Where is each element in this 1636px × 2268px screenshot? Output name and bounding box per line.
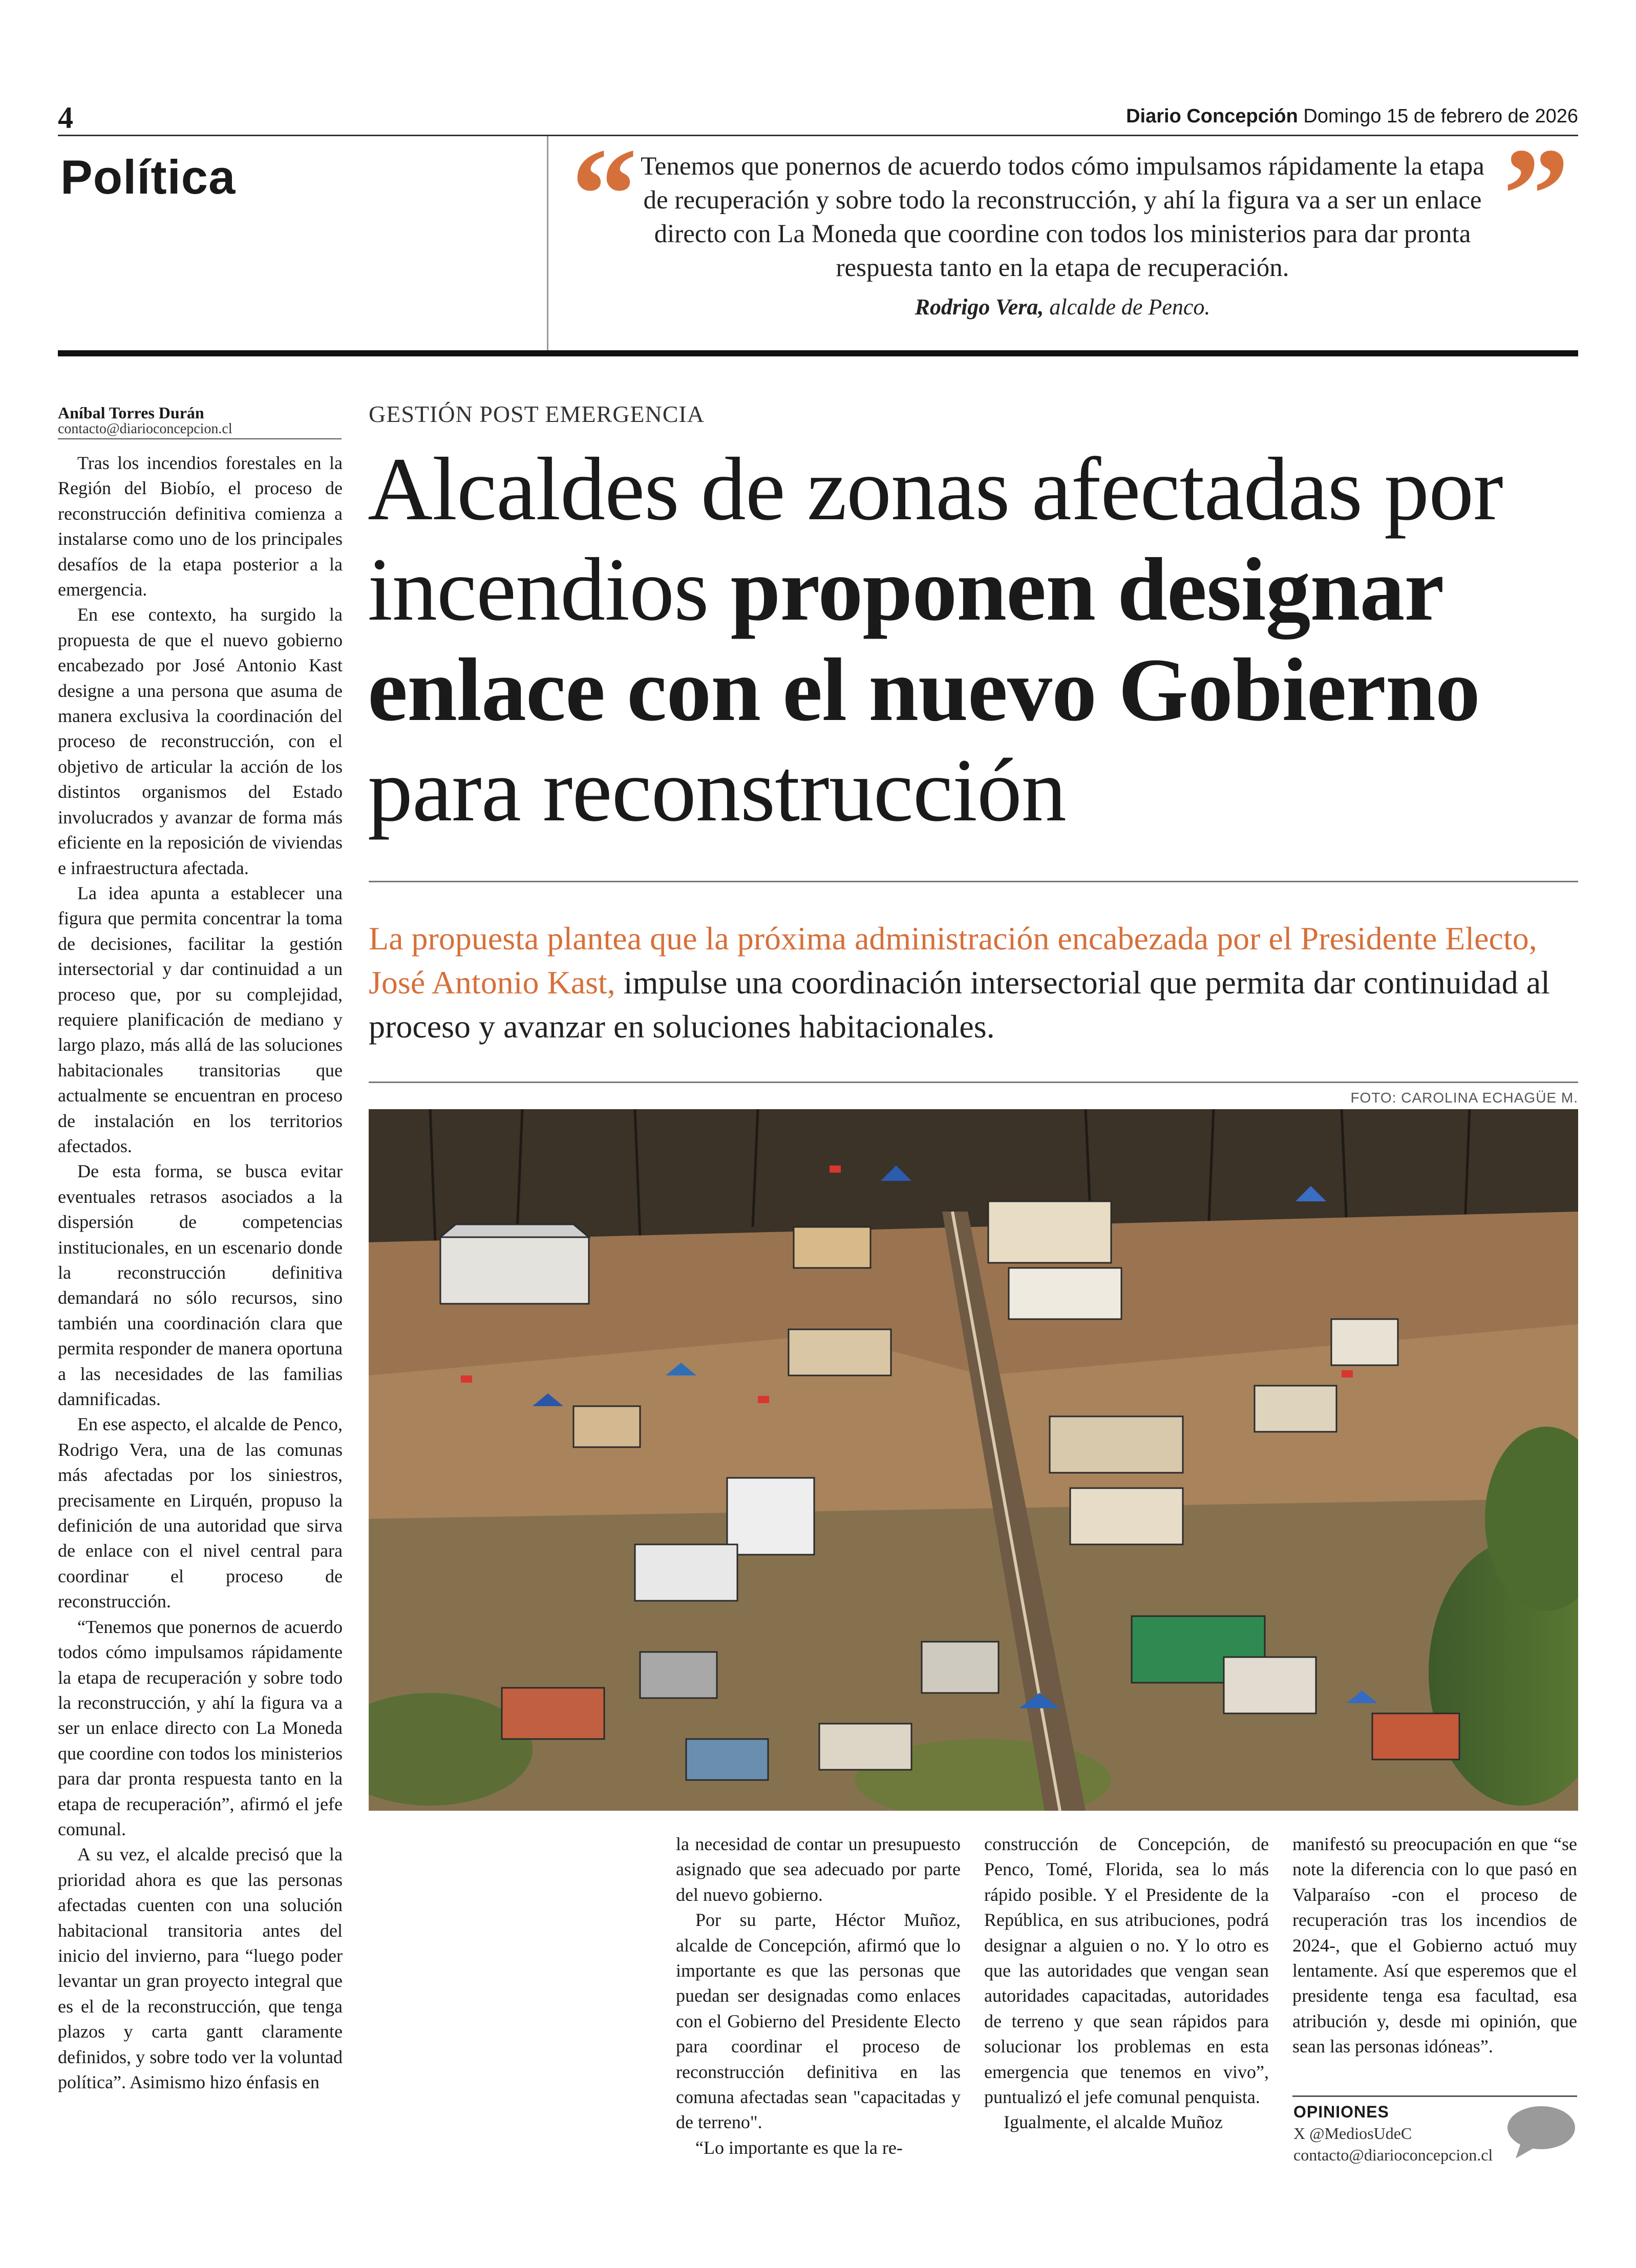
body-column-1 bbox=[58, 451, 343, 2095]
headline-light: Alcaldes de zonas afectadas por incendios bbox=[368, 439, 1503, 640]
header-divider bbox=[547, 136, 548, 351]
pull-quote-attribution bbox=[638, 294, 1488, 320]
paragraph: La idea apunta a establecer una figura que permita concentrar la toma de decisiones, facilitar la gestión intersectorial y dar continuidad a un proceso que, por su complejidad, requiere planificación de mediano y largo plazo, más allá de las soluciones habitacionales transitorias que actualmente se encuentran en proceso de instalación en los territorios afectados. bbox=[58, 882, 343, 1156]
deck-rule bbox=[369, 1082, 1578, 1083]
pull-quote-author: Rodrigo Vera, bbox=[915, 294, 1044, 320]
paragraph: Tras los incendios forestales en la Región del Biobío, el proceso de reconstrucción definitiva comienza a instalarse como uno de los principales desafíos de la etapa posterior a la emergencia. bbox=[58, 453, 343, 600]
opiniones-x-handle[interactable]: X @MediosUdeC bbox=[1293, 2124, 1412, 2143]
quote-open-icon: “ bbox=[571, 121, 638, 268]
byline-name: Aníbal Torres Durán bbox=[58, 404, 204, 422]
paragraph: De esta forma, se busca evitar eventuales retrasos asociados a la dispersión de competencias institucionales, en un escenario donde la reconstrucción definitiva demandará no sólo recursos, sino también una coordinación clara que permita responder de manera oportuna a las necesidades de las familias damnificadas. bbox=[58, 1161, 343, 1410]
opiniones-title: OPINIONES bbox=[1293, 2103, 1389, 2121]
publication-name: Diario Concepción bbox=[1126, 105, 1298, 127]
paragraph: En ese contexto, ha surgido la propuesta de que el nuevo gobierno encabezado por José Antonio Kast designe a una persona que asuma de manera exclusiva la coordinación del proceso de reconstrucción, con el objetivo de articular la acción de los distintos organismos del Estado involucrados y avanzar de forma más eficiente en la reposición de viviendas e infraestructura afectada. bbox=[58, 604, 343, 878]
body-column-4 bbox=[1292, 1832, 1577, 2060]
section-title: Política bbox=[60, 150, 236, 204]
paragraph: A su vez, el alcalde precisó que la prioridad ahora es que las personas afectadas cuenten con una solución habitacional transitoria antes del inicio del invierno, para “luego poder levantar un gran proyecto integral que es el de la reconstrucción, que tenga plazos y carta gantt claramente definidos, y sobre todo ver la voluntad política”. Asimismo hizo énfasis en bbox=[58, 1844, 343, 2092]
body-column-2 bbox=[676, 1832, 961, 2160]
paragraph: Por su parte, Héctor Muñoz, alcalde de Concepción, afirmó que lo importante es que las personas que puedan ser designadas como enlaces con el Gobierno del Presidente Electo para coordinar el proceso de reconstrucción definitiva en las comuna afectadas sean "capacitadas y de terreno". bbox=[676, 1910, 961, 2133]
paragraph: Igualmente, el alcalde Muñoz bbox=[1004, 2112, 1223, 2133]
headline bbox=[368, 439, 1586, 841]
publication-date: Domingo 15 de febrero de 2026 bbox=[1303, 105, 1578, 127]
paragraph: En ese aspecto, el alcalde de Penco, Rodrigo Vera, una de las comunas más afectadas por los siniestros, precisamente en Lirquén, propuso la definición de una autoridad que sirva de enlace con el nivel central para coordinar el proceso de reconstrucción. bbox=[58, 1414, 343, 1612]
header-thick-rule bbox=[58, 350, 1578, 356]
opiniones-rule bbox=[1292, 2095, 1577, 2097]
top-rule bbox=[58, 135, 1578, 136]
pull-quote-role: alcalde de Penco. bbox=[1049, 294, 1210, 320]
opiniones-email[interactable]: contacto@diarioconcepcion.cl bbox=[1293, 2146, 1493, 2164]
byline-rule bbox=[58, 438, 342, 439]
deck bbox=[369, 917, 1587, 1049]
kicker: GESTIÓN POST EMERGENCIA bbox=[369, 401, 705, 427]
paragraph: “Tenemos que ponernos de acuerdo todos cómo impulsamos rápidamente la etapa de recuperación y sobre todo la reconstrucción, y ahí la figura va a ser un enlace directo con La Moneda que coordine con todos los ministerios para dar pronta respuesta tanto en la etapa de recuperación”, afirmó el jefe comunal. bbox=[58, 1616, 343, 1839]
paragraph-continued: construcción de Concepción, de Penco, Tomé, Florida, sea lo más rápido posible. Y el Presidente de la República, en sus atribuciones, podrá designar a alguien o no. Y lo otro es que las autoridades que vengan sean autoridades capacitadas, autoridades de terreno y que sean rápidos para solucionar los problemas en esta emergencia que tenemos en vivo”, puntualizó el jefe comunal penquista. bbox=[984, 1834, 1269, 2108]
page-number: 4 bbox=[58, 101, 73, 135]
paragraph-continued: manifestó su preocupación en que “se note la diferencia con lo que pasó en Valparaíso -con el proceso de recuperación tras los incendios de 2024-, que el Gobierno actuó muy lentamente. Así que esperemos que el presidente tenga esa facultad, esa atribución y, desde mi opinión, que sean las personas idóneas”. bbox=[1292, 1834, 1577, 2057]
paragraph: “Lo importante es que la re- bbox=[695, 2137, 903, 2158]
headline-bold: proponen designar enlace con el nuevo Gobierno bbox=[368, 540, 1480, 740]
paragraph-continued: la necesidad de contar un presupuesto asignado que sea adecuado por parte del nuevo gobierno. bbox=[676, 1834, 961, 1905]
deck-rest: impulse una coordinación intersectorial que permita dar continuidad al proceso y avanzar en soluciones habitacionales. bbox=[369, 964, 1550, 1045]
article-photo bbox=[369, 1109, 1578, 1811]
deck-highlight: La propuesta plantea que la próxima administración encabezada por el Presidente Electo, José Antonio Kast, bbox=[369, 920, 1537, 1001]
pull-quote-text: Tenemos que ponernos de acuerdo todos cómo impulsamos rápidamente la etapa de recuperación y sobre todo la reconstrucción, y ahí la figura va a ser un enlace directo con La Moneda que coordine con todos los ministerios para dar pronta respuesta tanto en la etapa de recuperación. bbox=[641, 152, 1484, 282]
headline-rule bbox=[369, 881, 1578, 882]
photo-credit: FOTO: CAROLINA ECHAGÜE M. bbox=[1350, 1090, 1578, 1106]
speech-bubble-icon bbox=[1505, 2105, 1577, 2164]
headline-light-end: para reconstrucción bbox=[368, 740, 1066, 840]
byline-email[interactable]: contacto@diarioconcepcion.cl bbox=[58, 421, 232, 437]
quote-close-icon: ” bbox=[1503, 121, 1569, 268]
body-column-3 bbox=[984, 1832, 1269, 2135]
